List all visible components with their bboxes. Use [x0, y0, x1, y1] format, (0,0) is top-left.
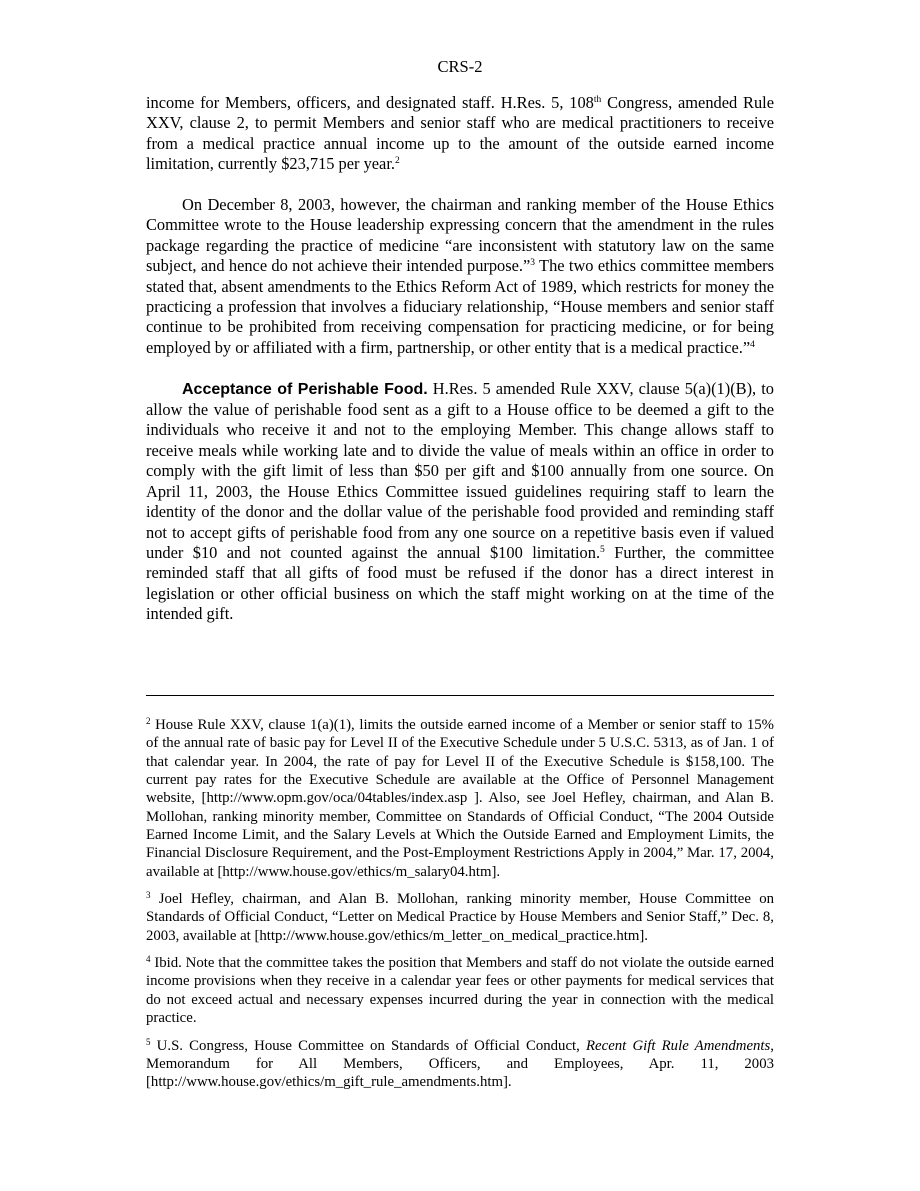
footnote-text: Ibid. Note that the committee takes the position that Members and staff do not violate the outside earned income provisions when they receive in a calendar year fees or other payments for medical services that do not exceed actual and necessary expenses incurred during the year in connection with the medical practice. — [146, 955, 774, 1027]
footnote-number: 3 — [146, 890, 151, 901]
paragraph-text: income for Members, officers, and designated staff. H.Res. 5, 108 — [146, 93, 594, 112]
paragraph-text: On December 8, 2003, however, the chairman and ranking member of the House Ethics Committee wrote to the House leadership expressing concern that the amendment in the rules package regarding the practice of medicine “are inconsistent with statutory law on the same subject, and hence do not achieve their intended purpose.” — [146, 195, 774, 276]
footnote-4 — [146, 954, 774, 1027]
paragraph-outside-income — [146, 93, 774, 175]
paragraph-ethics-letter — [146, 195, 774, 358]
paragraph-perishable-food — [146, 379, 774, 625]
ordinal-superscript: th — [593, 95, 602, 105]
paragraph-text: Congress, amended Rule XXV, clause 2, to permit Members and senior staff who are medical practitioners to receive from a medical practice annual income up to the amount of the outside earned income limitation, currently $23,715 per year. — [146, 93, 774, 174]
paragraph-text: The two ethics committee members stated that, absent amendments to the Ethics Reform Act of 1989, which restricts for money the practicing a profession that involves a fiduciary relationship, “House members and senior staff continue to be prohibited from receiving compensation for practicing medicine, or for being employed by or affiliated with a firm, partnership, or other entity that is a medical practice.” — [146, 256, 774, 357]
footnote-number: 4 — [146, 954, 151, 965]
footnote-text: Joel Hefley, chairman, and Alan B. Mollohan, ranking minority member, House Committee on Standards of Official Conduct, “Letter on Medical Practice by House Members and Senior Staff,” Dec. 8, 2003, available at [http://www.house.gov/ethics/m_letter_on_medical_practice.htm]. — [146, 891, 774, 944]
footnote-separator-rule — [146, 695, 774, 696]
footnote-ref-4: 4 — [750, 339, 755, 350]
footnote-text: House Rule XXV, clause 1(a)(1), limits the outside earned income of a Member or senior staff to 15% of the annual rate of basic pay for Level II of the Executive Schedule under 5 U.S.C. 5313, as of Jan. 1 of that calendar year. In 2004, the rate of pay for Level II of the Executive Schedule is $158,100. The current pay rates for the Executive Schedule are available at the Office of Personnel Management website, [http://www.opm.gov/oca/04tables/index.asp ]. Also, see Joel Hefley, chairman, and Alan B. Mollohan, ranking minority member, Committee on Standards of Official Conduct, “The 2004 Outside Earned Income Limit, and the Salary Levels at Which the Outside Earned and Employment Limits, the Financial Disclosure Requirement, and the Post-Employment Restrictions Apply in 2004,” Mar. 17, 2004, available at [http://www.house.gov/ethics/m_salary04.htm]. — [146, 717, 774, 880]
paragraph-text: Further, the committee reminded staff that all gifts of food must be refused if the donor has a direct interest in legislation or other official business on which the staff might working on at the time of the intended gift. — [146, 542, 774, 624]
footnote-3 — [146, 890, 774, 945]
footnote-document-title: Recent Gift Rule Amendments — [586, 1037, 771, 1054]
body-text — [146, 93, 774, 645]
footnote-ref-2: 2 — [394, 156, 400, 167]
footnote-number: 5 — [146, 1036, 151, 1047]
footnote-ref-5: 5 — [600, 544, 605, 555]
footnote-5 — [146, 1037, 774, 1092]
footnote-text: , Memorandum for All Members, Officers, and Employees, Apr. 11, 2003 [http://www.house.gov/ethics/m_gift_rule_amendments.htm]. — [146, 1037, 774, 1091]
footnote-ref-3: 3 — [530, 258, 536, 269]
footnote-number: 2 — [146, 716, 151, 726]
section-run-in-heading: Acceptance of Perishable Food. — [182, 380, 428, 398]
footnote-text: U.S. Congress, House Committee on Standards of Official Conduct, — [150, 1037, 587, 1054]
footnotes — [146, 716, 774, 1101]
page-number-header: CRS-2 — [437, 57, 483, 76]
paragraph-text: H.Res. 5 amended Rule XXV, clause 5(a)(1)(B), to allow the value of perishable food sent as a gift to a House office to be deemed a gift to the individuals who receive it and not to the employing Member. This change allows staff to receive meals while working late and to divide the value of meals within an office in order to comply with the gift limit of less than $50 per gift and $100 annually from one source. On April 11, 2003, the House Ethics Committee issued guidelines requiring staff to learn the identity of the donor and the dollar value of the perishable food provided and reminding staff not to accept gifts of perishable food from any one source on a repetitive basis even if valued under $10 and not counted against the annual $100 limitation. — [146, 378, 774, 562]
footnote-2 — [146, 716, 774, 881]
